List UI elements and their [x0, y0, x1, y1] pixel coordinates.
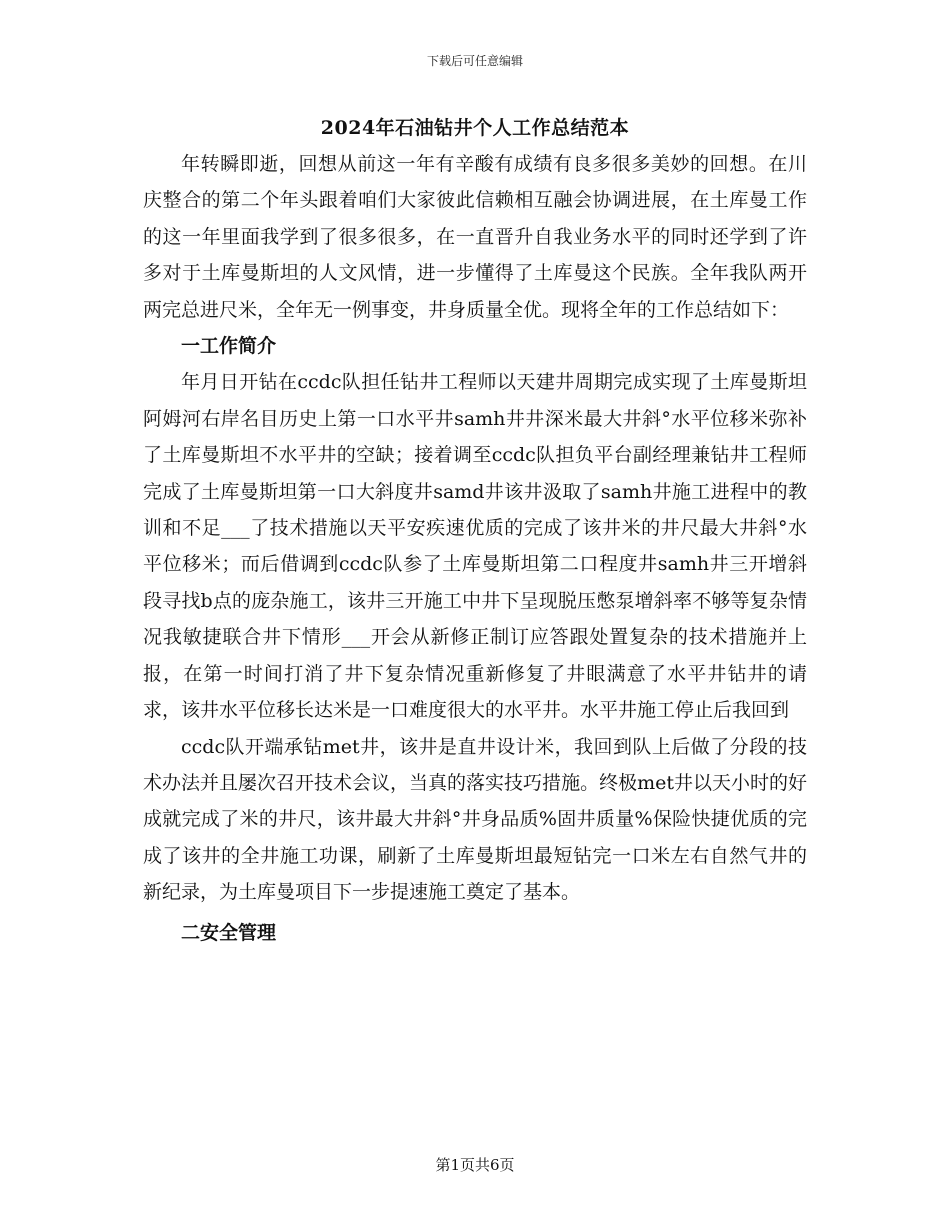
page-number: 第1页共6页	[435, 1156, 515, 1174]
page-header: 下载后可任意编辑	[426, 54, 523, 68]
document-body	[143, 146, 807, 951]
document-title: 2024年石油钻井个人工作总结范本	[320, 117, 630, 139]
work-paragraph-1: 年月日开钻在ccdc队担任钻井工程师以天建井周期完成实现了土库曼斯坦阿姆河右岸名目历史上第一口水平井samh井井深米最大井斜°水平位移米弥补了土库曼斯坦不水平井的空缺；接着调至ccdc队担负平台副经理兼钻井工程师完成了土库曼斯坦第一口大斜度井samd井该井汲取了samh井施工进程中的教训和不足___了技术措施以天平安疾速优质的完成了该井米的井尺最大井斜°水平位移米；而后借调到ccdc队参了土库曼斯坦第二口程度井samh井三开增斜段寻找b点的庞杂施工，该井三开施工中井下呈现脱压憋泵增斜率不够等复杂情况我敏捷联合井下情形___开会从新修正制订应答跟处置复杂的技术措施并上报，在第一时间打消了井下复杂情况重新修复了井眼满意了水平井钻井的请求，该井水平位移长达米是一口难度很大的水平井。水平井施工停止后我回到	[143, 371, 807, 722]
work-paragraph-2: ccdc队开端承钻met井，该井是直井设计米，我回到队上后做了分段的技术办法并且屡次召开技术会议，当真的落实技巧措施。终极met井以天小时的好成就完成了米的井尺，该井最大井斜°井身品质%固井质量%保险快捷优质的完成了该井的全井施工功课，刷新了土库曼斯坦最短钻完一口米左右自然气井的新纪录，为土库曼项目下一步提速施工奠定了基本。	[143, 735, 807, 904]
intro-paragraph: 年转瞬即逝，回想从前这一年有辛酸有成绩有良多很多美妙的回想。在川庆整合的第二个年头跟着咱们大家彼此信赖相互融会协调进展，在土库曼工作的这一年里面我学到了很多很多，在一直晋升自我业务水平的同时还学到了许多对于土库曼斯坦的人文风情，进一步懂得了土库曼这个民族。全年我队两开两完总进尺米，全年无一例事变，井身质量全优。现将全年的工作总结如下：	[143, 153, 807, 321]
section-heading-safety: 二安全管理	[181, 921, 277, 944]
section-heading-work-intro: 一工作简介	[181, 335, 277, 358]
